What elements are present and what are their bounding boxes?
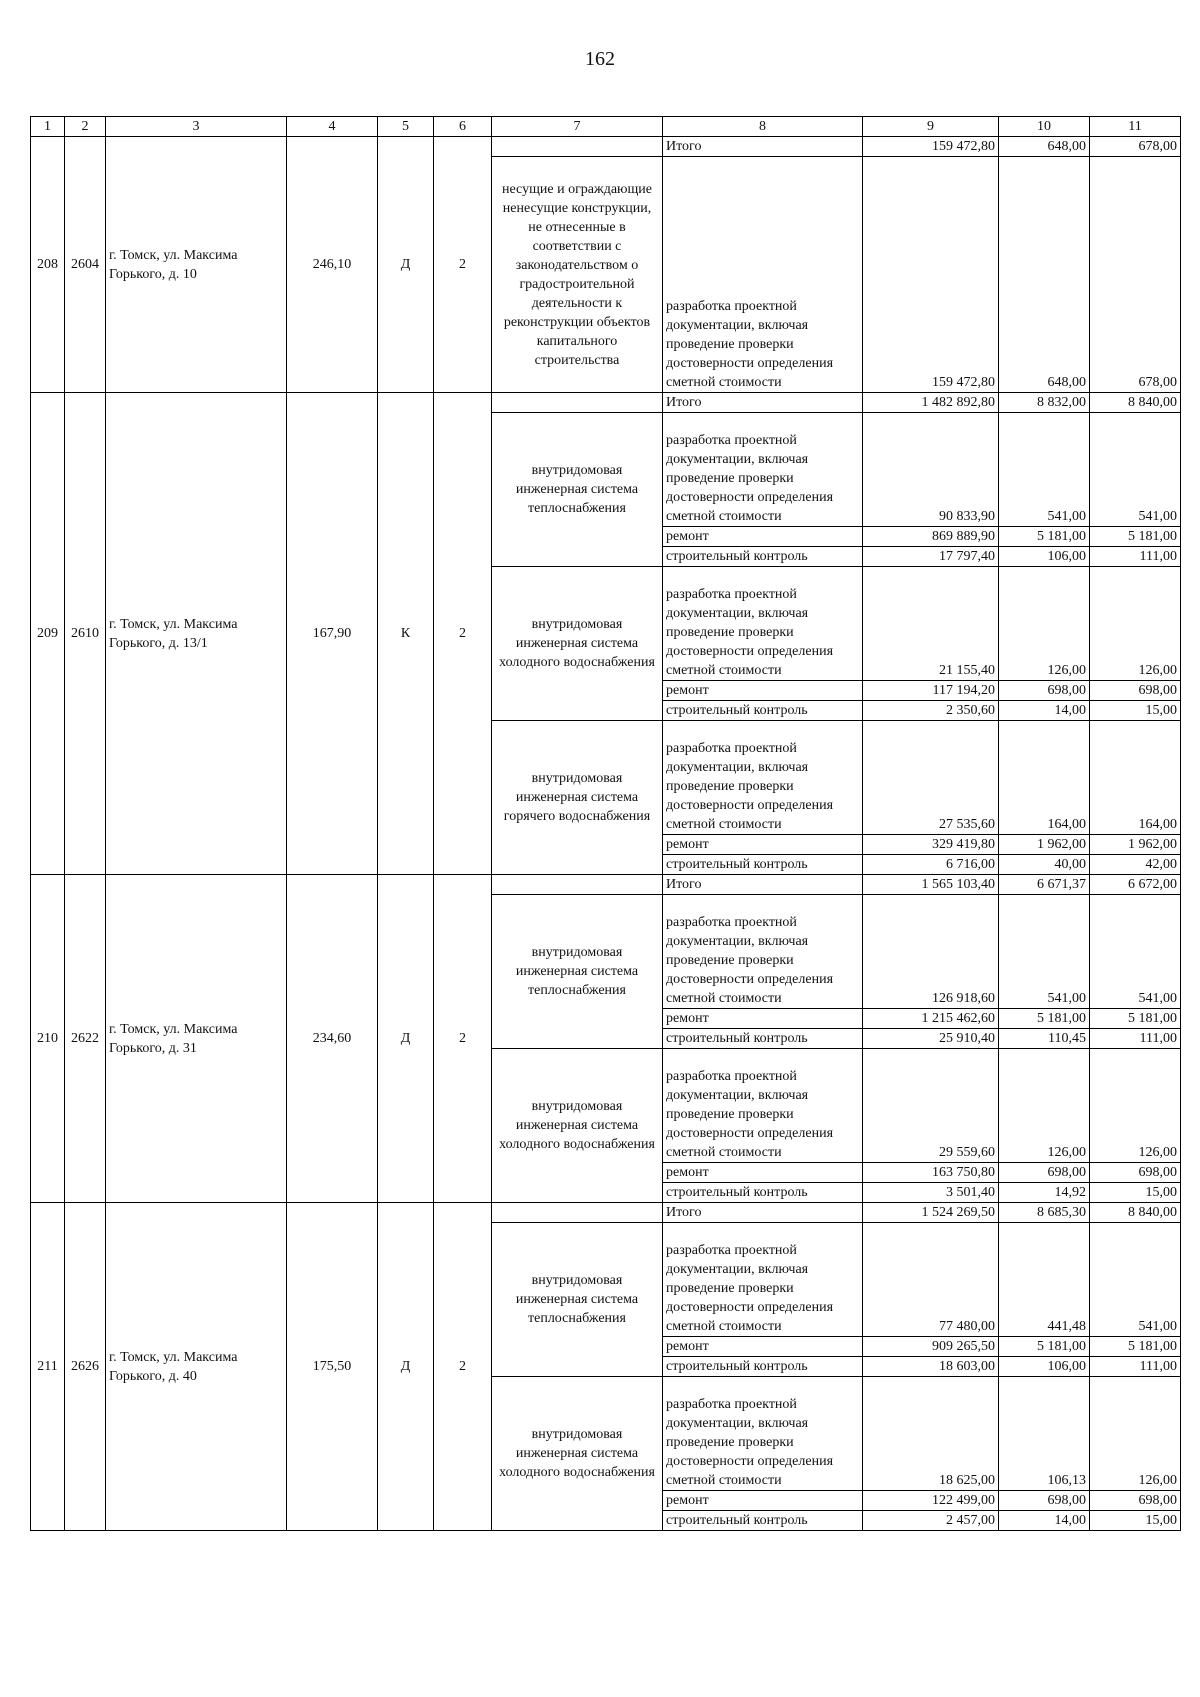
work-cost: 122 499,00 [863,1491,999,1511]
object-type: Д [378,1203,434,1531]
object-category: 2 [434,875,492,1203]
work-type: разработка проектной документации, включая проведение проверки достоверности определения сметной стоимости [663,895,863,1009]
work-value-11: 5 181,00 [1090,1337,1181,1357]
work-value-11: 126,00 [1090,1049,1181,1163]
system-blank-cell [492,393,663,413]
work-cost: 18 625,00 [863,1377,999,1491]
work-value-11: 164,00 [1090,721,1181,835]
work-value-11: 15,00 [1090,1183,1181,1203]
total-value-10: 6 671,37 [999,875,1090,895]
work-cost: 18 603,00 [863,1357,999,1377]
total-cost: 159 472,80 [863,137,999,157]
work-value-11: 126,00 [1090,1377,1181,1491]
total-value-11: 8 840,00 [1090,1203,1181,1223]
work-cost: 29 559,60 [863,1049,999,1163]
column-header-2: 2 [65,117,106,137]
work-type: строительный контроль [663,1183,863,1203]
work-type: разработка проектной документации, включая проведение проверки достоверности определения сметной стоимости [663,157,863,393]
work-value-11: 541,00 [1090,413,1181,527]
total-value-11: 6 672,00 [1090,875,1181,895]
object-area: 234,60 [287,875,378,1203]
work-value-10: 648,00 [999,157,1090,393]
work-value-11: 111,00 [1090,547,1181,567]
work-cost: 117 194,20 [863,681,999,701]
work-value-10: 110,45 [999,1029,1090,1049]
system-blank-cell [492,1203,663,1223]
object-category: 2 [434,1203,492,1531]
work-type: разработка проектной документации, включая проведение проверки достоверности определения сметной стоимости [663,413,863,527]
work-type: ремонт [663,835,863,855]
work-cost: 2 457,00 [863,1511,999,1531]
total-label: Итого [663,875,863,895]
work-type: разработка проектной документации, включая проведение проверки достоверности определения сметной стоимости [663,721,863,835]
system-name: внутридомовая инженерная система теплоснабжения [492,895,663,1049]
system-name: несущие и ограждающие ненесущие конструкции, не отнесенные в соответствии с законодательством о градостроительной деятельности к реконструкции объектов капитального строительства [492,157,663,393]
system-name: внутридомовая инженерная система холодного водоснабжения [492,1049,663,1203]
column-header-4: 4 [287,117,378,137]
work-cost: 909 265,50 [863,1337,999,1357]
work-value-11: 678,00 [1090,157,1181,393]
total-cost: 1 524 269,50 [863,1203,999,1223]
work-value-10: 5 181,00 [999,527,1090,547]
work-cost: 163 750,80 [863,1163,999,1183]
work-type: строительный контроль [663,701,863,721]
object-area: 246,10 [287,137,378,393]
work-type: ремонт [663,681,863,701]
work-type: строительный контроль [663,855,863,875]
work-cost: 6 716,00 [863,855,999,875]
row-number: 209 [31,393,65,875]
object-id: 2604 [65,137,106,393]
work-cost: 25 910,40 [863,1029,999,1049]
work-type: ремонт [663,1009,863,1029]
work-value-10: 14,00 [999,1511,1090,1531]
work-value-10: 698,00 [999,1163,1090,1183]
work-value-11: 1 962,00 [1090,835,1181,855]
work-type: ремонт [663,527,863,547]
work-value-11: 541,00 [1090,1223,1181,1337]
total-value-11: 8 840,00 [1090,393,1181,413]
object-area: 167,90 [287,393,378,875]
system-blank-cell [492,875,663,895]
work-value-11: 5 181,00 [1090,527,1181,547]
work-type: разработка проектной документации, включая проведение проверки достоверности определения сметной стоимости [663,1223,863,1337]
work-value-11: 111,00 [1090,1357,1181,1377]
system-blank-cell [492,137,663,157]
work-type: ремонт [663,1163,863,1183]
total-label: Итого [663,1203,863,1223]
work-cost: 27 535,60 [863,721,999,835]
work-type: разработка проектной документации, включая проведение проверки достоверности определения сметной стоимости [663,567,863,681]
total-value-10: 8 685,30 [999,1203,1090,1223]
system-name: внутридомовая инженерная система теплоснабжения [492,413,663,567]
page-number: 162 [585,48,615,70]
work-type: строительный контроль [663,547,863,567]
object-total-row [31,137,1181,157]
work-value-11: 541,00 [1090,895,1181,1009]
work-cost: 3 501,40 [863,1183,999,1203]
total-cost: 1 482 892,80 [863,393,999,413]
work-value-10: 14,00 [999,701,1090,721]
work-value-10: 698,00 [999,681,1090,701]
work-cost: 90 833,90 [863,413,999,527]
object-id: 2610 [65,393,106,875]
work-value-11: 698,00 [1090,1491,1181,1511]
work-value-10: 126,00 [999,1049,1090,1163]
object-category: 2 [434,137,492,393]
object-address: г. Томск, ул. Максима Горького, д. 13/1 [106,393,287,875]
work-cost: 77 480,00 [863,1223,999,1337]
system-name: внутридомовая инженерная система теплоснабжения [492,1223,663,1377]
work-value-10: 541,00 [999,413,1090,527]
work-value-10: 126,00 [999,567,1090,681]
work-cost: 2 350,60 [863,701,999,721]
object-address: г. Томск, ул. Максима Горького, д. 31 [106,875,287,1203]
object-total-row [31,393,1181,413]
object-type: Д [378,137,434,393]
work-value-10: 106,00 [999,1357,1090,1377]
work-value-10: 698,00 [999,1491,1090,1511]
object-area: 175,50 [287,1203,378,1531]
work-value-11: 42,00 [1090,855,1181,875]
work-value-11: 5 181,00 [1090,1009,1181,1029]
object-id: 2622 [65,875,106,1203]
header-row [31,117,1181,137]
column-header-10: 10 [999,117,1090,137]
row-number: 210 [31,875,65,1203]
work-type: ремонт [663,1491,863,1511]
work-value-10: 5 181,00 [999,1337,1090,1357]
total-value-10: 648,00 [999,137,1090,157]
work-value-10: 164,00 [999,721,1090,835]
column-header-9: 9 [863,117,999,137]
work-value-10: 106,00 [999,547,1090,567]
object-type: К [378,393,434,875]
total-value-10: 8 832,00 [999,393,1090,413]
work-cost: 126 918,60 [863,895,999,1009]
work-value-11: 126,00 [1090,567,1181,681]
column-header-7: 7 [492,117,663,137]
object-type: Д [378,875,434,1203]
system-name: внутридомовая инженерная система холодного водоснабжения [492,1377,663,1531]
object-category: 2 [434,393,492,875]
object-total-row [31,875,1181,895]
column-header-3: 3 [106,117,287,137]
work-cost: 329 419,80 [863,835,999,855]
total-value-11: 678,00 [1090,137,1181,157]
work-type: разработка проектной документации, включая проведение проверки достоверности определения сметной стоимости [663,1049,863,1163]
work-cost: 159 472,80 [863,157,999,393]
work-type: разработка проектной документации, включая проведение проверки достоверности определения сметной стоимости [663,1377,863,1491]
column-header-6: 6 [434,117,492,137]
work-value-10: 40,00 [999,855,1090,875]
work-value-11: 15,00 [1090,1511,1181,1531]
work-value-10: 5 181,00 [999,1009,1090,1029]
work-cost: 1 215 462,60 [863,1009,999,1029]
work-value-10: 106,13 [999,1377,1090,1491]
work-value-10: 1 962,00 [999,835,1090,855]
work-value-11: 698,00 [1090,681,1181,701]
work-cost: 21 155,40 [863,567,999,681]
work-value-11: 15,00 [1090,701,1181,721]
row-number: 211 [31,1203,65,1531]
total-cost: 1 565 103,40 [863,875,999,895]
object-address: г. Томск, ул. Максима Горького, д. 40 [106,1203,287,1531]
object-id: 2626 [65,1203,106,1531]
work-value-11: 111,00 [1090,1029,1181,1049]
object-total-row [31,1203,1181,1223]
system-name: внутридомовая инженерная система горячего водоснабжения [492,721,663,875]
work-type: ремонт [663,1337,863,1357]
total-label: Итого [663,393,863,413]
system-name: внутридомовая инженерная система холодного водоснабжения [492,567,663,721]
work-type: строительный контроль [663,1511,863,1531]
column-header-5: 5 [378,117,434,137]
work-cost: 869 889,90 [863,527,999,547]
object-address: г. Томск, ул. Максима Горького, д. 10 [106,137,287,393]
work-value-11: 698,00 [1090,1163,1181,1183]
work-value-10: 541,00 [999,895,1090,1009]
work-value-10: 14,92 [999,1183,1090,1203]
work-type: строительный контроль [663,1357,863,1377]
column-header-8: 8 [663,117,863,137]
column-header-1: 1 [31,117,65,137]
row-number: 208 [31,137,65,393]
work-type: строительный контроль [663,1029,863,1049]
column-header-11: 11 [1090,117,1181,137]
work-value-10: 441,48 [999,1223,1090,1337]
total-label: Итого [663,137,863,157]
repair-schedule-table [30,116,1181,1531]
work-cost: 17 797,40 [863,547,999,567]
